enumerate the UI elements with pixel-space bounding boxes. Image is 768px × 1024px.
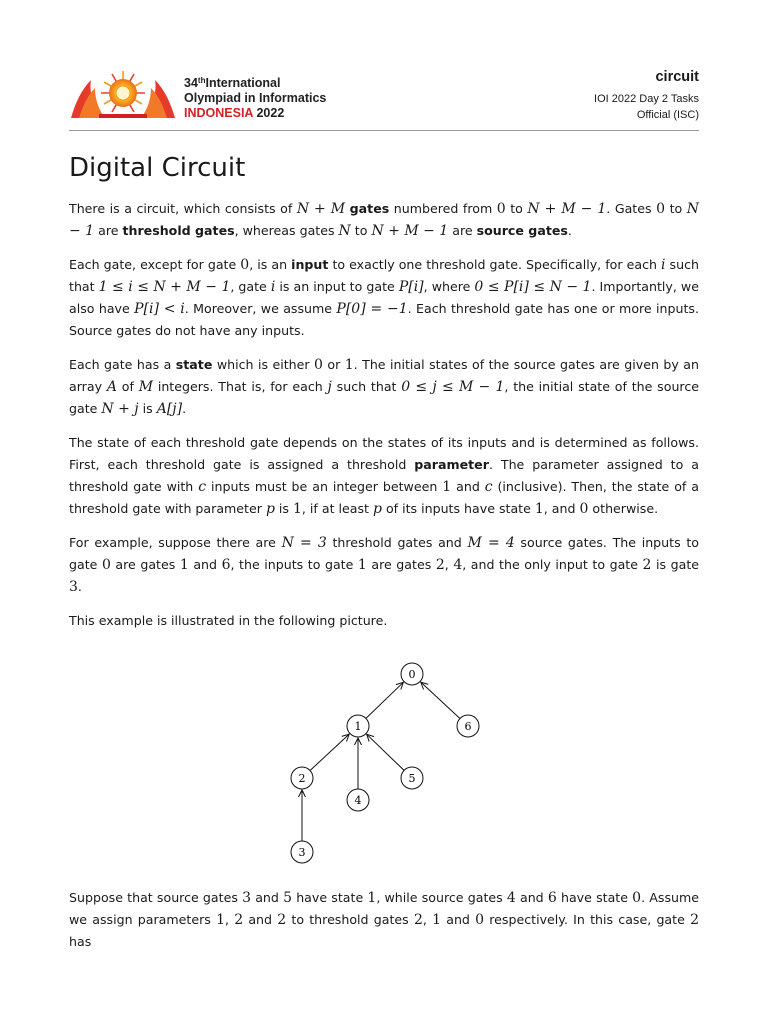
olympiad-line2: Olympiad in Informatics <box>184 91 327 105</box>
statement-body <box>69 198 699 644</box>
gate-label-4: 4 <box>354 794 362 807</box>
olympiad-line1: International <box>205 76 281 90</box>
gate-label-5: 5 <box>408 772 416 785</box>
gate-node-5 <box>401 767 423 789</box>
paragraph-state: Each gate has a state which is either 0 or 1. The initial states of the source gates are given by an array A of M integers. That is, for each j such that 0 ≤ j ≤ M − 1, the initial state of the source gate N + j is A[j]. <box>69 357 699 417</box>
gate-node-1 <box>347 715 369 737</box>
gate-label-6: 6 <box>464 720 472 733</box>
olympiad-sup: th <box>197 76 206 85</box>
task-meta <box>594 68 699 123</box>
paragraph-suppose: Suppose that source gates 3 and 5 have state 1, while source gates 4 and 6 have state 0. Assume we assign parameters 1, 2 and 2 to threshold gates 2, 1 and 0 respectively. In this case, gate 2 has <box>69 890 700 949</box>
paragraph-parameter: The state of each threshold gate depends on the states of its inputs and is determined as follows. First, each threshold gate is assigned a threshold parameter. The parameter assigned to a threshold gate with c inputs must be an integer between 1 and c (inclusive). Then, the state of a threshold gate with parameter p is 1, if at least p of its inputs have state 1, and 0 otherwise. <box>69 435 699 517</box>
paragraph-illustrated: This example is illustrated in the following picture. <box>69 613 388 628</box>
gate-node-6 <box>457 715 479 737</box>
header-divider <box>69 130 699 131</box>
gate-node-4 <box>347 789 369 811</box>
paragraph-inputs: Each gate, except for gate 0, is an input to exactly one threshold gate. Specifically, for each i such that 1 ≤ i ≤ N + M − 1, gate i is an input to gate P[i], where 0 ≤ P[i] ≤ N − 1. Importantly, we also have P[i] < i. Moreover, we assume P[0] = −1. Each threshold gate has one or more inputs. Source gates do not have any inputs. <box>69 257 699 338</box>
task-day: IOI 2022 Day 2 Tasks <box>594 93 699 105</box>
page-title: Digital Circuit <box>69 153 246 183</box>
olympiad-wordmark <box>184 73 326 121</box>
edge-2-to-1 <box>310 734 349 770</box>
circuit-diagram <box>280 655 490 867</box>
gate-label-1: 1 <box>354 720 362 733</box>
edge-6-to-0 <box>421 682 460 718</box>
gate-label-3: 3 <box>298 846 306 859</box>
task-name: circuit <box>655 69 699 85</box>
gate-node-2 <box>291 767 313 789</box>
olympiad-year: 2022 <box>256 106 285 120</box>
gate-label-0: 0 <box>408 668 416 681</box>
edge-5-to-1 <box>367 734 404 770</box>
page-header <box>69 64 699 130</box>
ioi-2022-logo <box>69 68 177 120</box>
gate-node-3 <box>291 841 313 863</box>
edge-1-to-0 <box>366 682 403 718</box>
gate-label-2: 2 <box>298 772 306 785</box>
paragraph-example: For example, suppose there are N = 3 threshold gates and M = 4 source gates. The inputs to gate 0 are gates 1 and 6, the inputs to gate 1 are gates 2, 4, and the only input to gate 2 is gate 3. <box>69 535 700 595</box>
task-official: Official (ISC) <box>636 109 699 121</box>
gate-node-0 <box>401 663 423 685</box>
paragraph-gates: There is a circuit, which consists of N + M gates numbered from 0 to N + M − 1. Gates 0 to N − 1 are threshold gates, whereas gates N to N + M − 1 are source gates. <box>69 201 699 239</box>
olympiad-country: INDONESIA <box>184 106 253 120</box>
olympiad-ordinal: 34 <box>184 76 198 90</box>
